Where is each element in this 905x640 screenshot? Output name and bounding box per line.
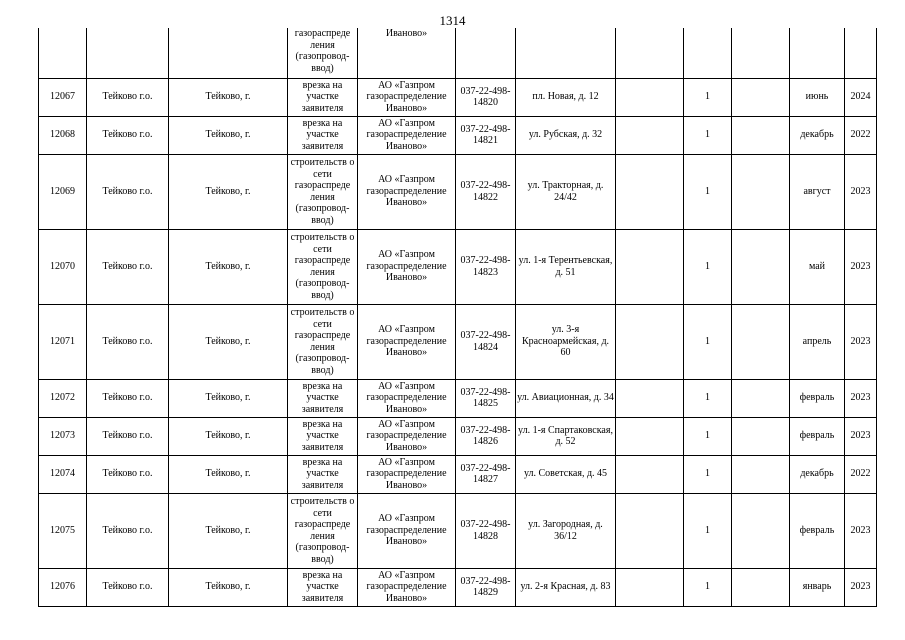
cell-month: май [790, 229, 845, 304]
cell-locality: Тейково, г. [169, 455, 288, 493]
cell-year: 2023 [845, 154, 877, 229]
cell-quantity: 1 [684, 379, 732, 417]
cell-quantity: 1 [684, 493, 732, 568]
cell-code: 037-22-498-14823 [456, 229, 516, 304]
cell-work-type: врезка на участке заявителя [288, 568, 358, 606]
table-row [39, 229, 877, 304]
cell-work-type: строительств о сети газораспреде ления (газопровод-ввод) [288, 154, 358, 229]
table-row [39, 304, 877, 379]
cell-empty [616, 28, 684, 78]
cell-empty [616, 379, 684, 417]
cell-year [845, 28, 877, 78]
cell-quantity: 1 [684, 154, 732, 229]
cell-district [87, 28, 169, 78]
cell-district: Тейково г.о. [87, 304, 169, 379]
cell-empty [616, 154, 684, 229]
cell-work-type: врезка на участке заявителя [288, 116, 358, 154]
cell-work-type: врезка на участке заявителя [288, 455, 358, 493]
table-row [39, 455, 877, 493]
cell-empty [616, 229, 684, 304]
table-row-continuation [39, 28, 877, 78]
cell-empty [616, 493, 684, 568]
cell-district: Тейково г.о. [87, 455, 169, 493]
cell-year: 2023 [845, 493, 877, 568]
cell-district: Тейково г.о. [87, 154, 169, 229]
cell-id: 12069 [39, 154, 87, 229]
cell-work-type: врезка на участке заявителя [288, 379, 358, 417]
cell-empty [732, 154, 790, 229]
cell-organization: АО «Газпром газораспределение Иваново» [358, 116, 456, 154]
cell-empty [616, 116, 684, 154]
cell-quantity: 1 [684, 78, 732, 116]
cell-code: 037-22-498-14828 [456, 493, 516, 568]
cell-address: пл. Новая, д. 12 [516, 78, 616, 116]
cell-work-type: строительств о сети газораспреде ления (газопровод-ввод) [288, 229, 358, 304]
cell-district: Тейково г.о. [87, 116, 169, 154]
cell-address [516, 28, 616, 78]
cell-work-type: строительств о сети газораспреде ления (газопровод-ввод) [288, 304, 358, 379]
registry-table [38, 28, 877, 607]
cell-organization: АО «Газпром газораспределение Иваново» [358, 455, 456, 493]
cell-quantity [684, 28, 732, 78]
cell-empty [732, 417, 790, 455]
cell-id: 12071 [39, 304, 87, 379]
cell-district: Тейково г.о. [87, 379, 169, 417]
table-row [39, 116, 877, 154]
cell-month: январь [790, 568, 845, 606]
cell-address: ул. Советская, д. 45 [516, 455, 616, 493]
cell-organization: АО «Газпром газораспределение Иваново» [358, 78, 456, 116]
cell-quantity: 1 [684, 417, 732, 455]
cell-id: 12067 [39, 78, 87, 116]
cell-locality: Тейково, г. [169, 379, 288, 417]
cell-work-type: врезка на участке заявителя [288, 78, 358, 116]
cell-organization: АО «Газпром газораспределение Иваново» [358, 568, 456, 606]
cell-year: 2022 [845, 455, 877, 493]
cell-locality: Тейково, г. [169, 154, 288, 229]
cell-organization: Иваново» [358, 28, 456, 78]
cell-work-type: врезка на участке заявителя [288, 417, 358, 455]
cell-code: 037-22-498-14827 [456, 455, 516, 493]
page-number: 1314 [439, 13, 466, 28]
cell-id: 12068 [39, 116, 87, 154]
cell-month: август [790, 154, 845, 229]
cell-month: февраль [790, 417, 845, 455]
cell-month: июнь [790, 78, 845, 116]
cell-month [790, 28, 845, 78]
cell-locality: Тейково, г. [169, 78, 288, 116]
cell-id: 12075 [39, 493, 87, 568]
cell-quantity: 1 [684, 455, 732, 493]
cell-year: 2023 [845, 379, 877, 417]
cell-month: апрель [790, 304, 845, 379]
cell-locality [169, 28, 288, 78]
cell-address: ул. Тракторная, д. 24/42 [516, 154, 616, 229]
cell-month: декабрь [790, 455, 845, 493]
cell-empty [732, 304, 790, 379]
cell-locality: Тейково, г. [169, 568, 288, 606]
cell-year: 2023 [845, 417, 877, 455]
cell-empty [616, 417, 684, 455]
cell-empty [732, 78, 790, 116]
cell-organization: АО «Газпром газораспределение Иваново» [358, 154, 456, 229]
cell-organization: АО «Газпром газораспределение Иваново» [358, 493, 456, 568]
cell-code [456, 28, 516, 78]
cell-address: ул. 1-я Спартаковская, д. 52 [516, 417, 616, 455]
cell-empty [732, 455, 790, 493]
table-row [39, 568, 877, 606]
table-row [39, 379, 877, 417]
cell-year: 2023 [845, 229, 877, 304]
cell-id: 12073 [39, 417, 87, 455]
cell-code: 037-22-498-14820 [456, 78, 516, 116]
cell-locality: Тейково, г. [169, 116, 288, 154]
table-row [39, 78, 877, 116]
cell-district: Тейково г.о. [87, 568, 169, 606]
cell-code: 037-22-498-14821 [456, 116, 516, 154]
cell-locality: Тейково, г. [169, 417, 288, 455]
cell-empty [732, 568, 790, 606]
table-row [39, 493, 877, 568]
cell-organization: АО «Газпром газораспределение Иваново» [358, 304, 456, 379]
cell-month: февраль [790, 493, 845, 568]
cell-empty [732, 379, 790, 417]
cell-quantity: 1 [684, 304, 732, 379]
cell-year: 2024 [845, 78, 877, 116]
cell-address: ул. Загородная, д. 36/12 [516, 493, 616, 568]
cell-empty [732, 28, 790, 78]
cell-code: 037-22-498-14824 [456, 304, 516, 379]
cell-organization: АО «Газпром газораспределение Иваново» [358, 379, 456, 417]
cell-code: 037-22-498-14829 [456, 568, 516, 606]
cell-quantity: 1 [684, 229, 732, 304]
cell-empty [616, 304, 684, 379]
cell-id [39, 28, 87, 78]
cell-address: ул. Авиационная, д. 34 [516, 379, 616, 417]
cell-id: 12070 [39, 229, 87, 304]
cell-quantity: 1 [684, 116, 732, 154]
cell-month: декабрь [790, 116, 845, 154]
cell-month: февраль [790, 379, 845, 417]
cell-address: ул. 1-я Терентьевская, д. 51 [516, 229, 616, 304]
cell-district: Тейково г.о. [87, 229, 169, 304]
cell-empty [732, 229, 790, 304]
cell-district: Тейково г.о. [87, 493, 169, 568]
cell-empty [732, 493, 790, 568]
cell-empty [732, 116, 790, 154]
cell-work-type: строительств о сети газораспреде ления (газопровод-ввод) [288, 493, 358, 568]
cell-organization: АО «Газпром газораспределение Иваново» [358, 229, 456, 304]
cell-district: Тейково г.о. [87, 78, 169, 116]
cell-empty [616, 455, 684, 493]
cell-address: ул. Рубская, д. 32 [516, 116, 616, 154]
cell-id: 12072 [39, 379, 87, 417]
cell-year: 2023 [845, 304, 877, 379]
cell-year: 2023 [845, 568, 877, 606]
cell-address: ул. 3-я Красноармейская, д. 60 [516, 304, 616, 379]
cell-id: 12076 [39, 568, 87, 606]
cell-district: Тейково г.о. [87, 417, 169, 455]
cell-year: 2022 [845, 116, 877, 154]
cell-locality: Тейково, г. [169, 304, 288, 379]
table-row [39, 417, 877, 455]
cell-code: 037-22-498-14822 [456, 154, 516, 229]
cell-quantity: 1 [684, 568, 732, 606]
cell-code: 037-22-498-14825 [456, 379, 516, 417]
cell-id: 12074 [39, 455, 87, 493]
cell-empty [616, 568, 684, 606]
cell-address: ул. 2-я Красная, д. 83 [516, 568, 616, 606]
cell-code: 037-22-498-14826 [456, 417, 516, 455]
cell-organization: АО «Газпром газораспределение Иваново» [358, 417, 456, 455]
cell-work-type: газораспреде ления (газопровод-ввод) [288, 28, 358, 78]
cell-empty [616, 78, 684, 116]
cell-locality: Тейково, г. [169, 229, 288, 304]
table-row [39, 154, 877, 229]
cell-locality: Тейково, г. [169, 493, 288, 568]
